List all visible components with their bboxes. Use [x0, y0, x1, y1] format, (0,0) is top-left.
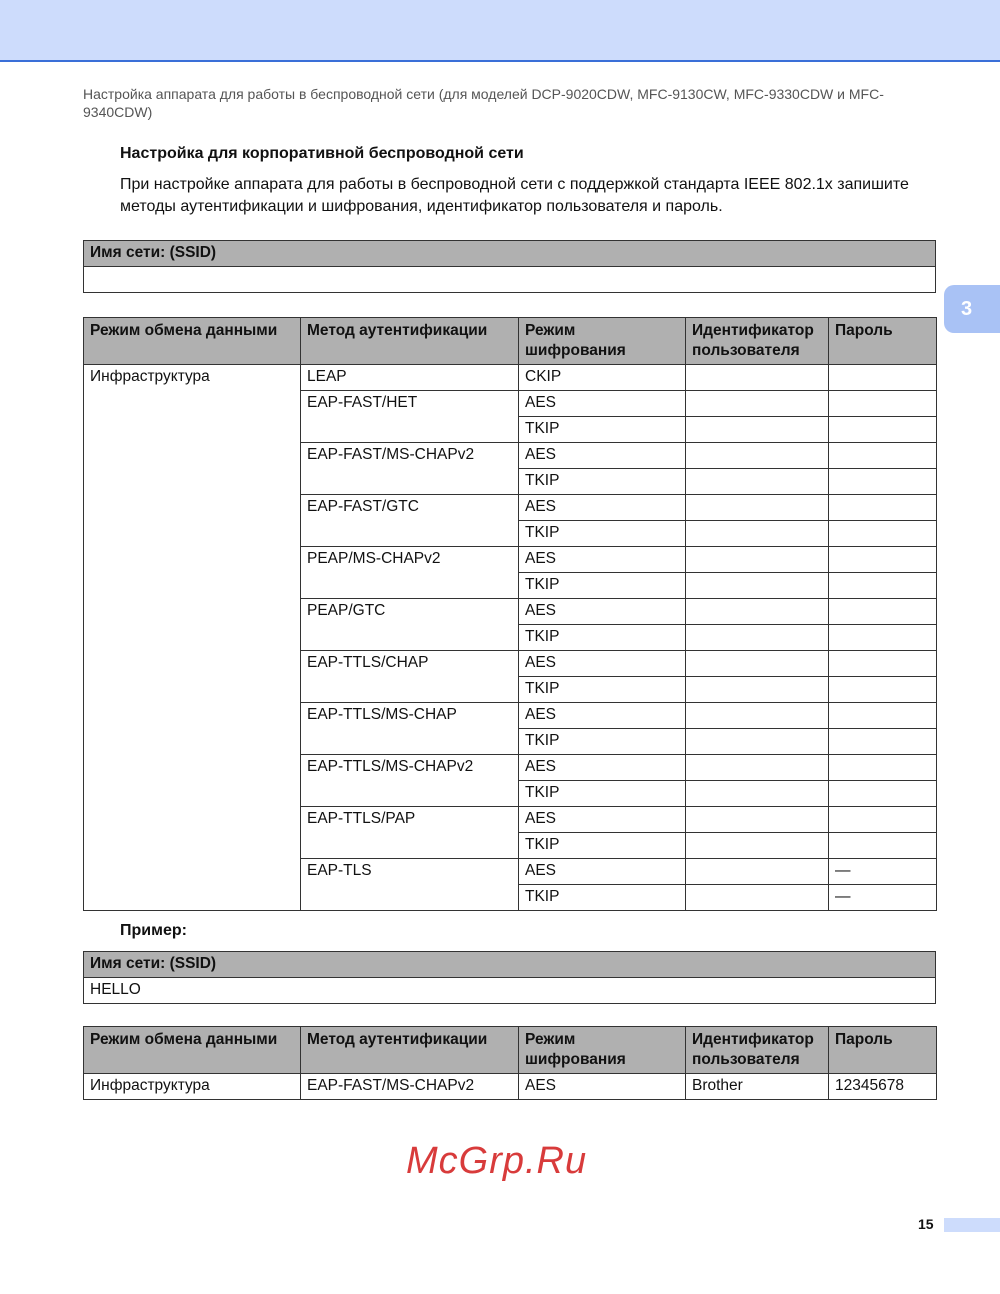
password-cell	[829, 677, 937, 703]
page-number: 15	[918, 1216, 934, 1232]
column-header: Идентификатор пользователя	[686, 1027, 829, 1074]
example-auth-table	[83, 1026, 937, 1100]
section-title: Настройка для корпоративной беспроводной сети	[120, 145, 524, 162]
encryption-cell: TKIP	[519, 573, 686, 599]
encryption-cell: AES	[519, 443, 686, 469]
auth-table	[83, 317, 937, 911]
password-cell	[829, 625, 937, 651]
user-id-cell	[686, 365, 829, 391]
example-label: Пример:	[120, 922, 187, 939]
ssid-value: HELLO	[84, 978, 936, 1004]
encryption-cell: AES	[519, 547, 686, 573]
encryption-cell: TKIP	[519, 625, 686, 651]
password-cell	[829, 521, 937, 547]
encryption-cell: TKIP	[519, 729, 686, 755]
user-id-cell	[686, 807, 829, 833]
user-id-cell	[686, 651, 829, 677]
user-id-cell	[686, 521, 829, 547]
mode-cell: Инфраструктура	[84, 365, 301, 911]
encryption-cell: AES	[519, 859, 686, 885]
column-header: Идентификатор пользователя	[686, 318, 829, 365]
encryption-cell: TKIP	[519, 677, 686, 703]
auth-method-cell: EAP-TTLS/MS-CHAP	[301, 703, 519, 755]
user-id-cell	[686, 417, 829, 443]
auth-method-cell: EAP-FAST/НЕТ	[301, 391, 519, 443]
encryption-cell: TKIP	[519, 833, 686, 859]
running-header: Настройка аппарата для работы в беспроводной сети (для моделей DCP-9020CDW, MFC-9130CW, MFC-9330CDW и MFC-9340CDW)	[83, 86, 884, 120]
password-cell	[829, 651, 937, 677]
password-cell	[829, 573, 937, 599]
auth-method-cell: EAP-FAST/GTC	[301, 495, 519, 547]
encryption-cell: TKIP	[519, 885, 686, 911]
password-cell	[829, 365, 937, 391]
user-id-cell	[686, 885, 829, 911]
user-id-cell	[686, 599, 829, 625]
user-id-cell	[686, 469, 829, 495]
auth-method-cell: EAP-TTLS/CHAP	[301, 651, 519, 703]
user-id-cell	[686, 495, 829, 521]
encryption-cell: TKIP	[519, 521, 686, 547]
column-header: Режим обмена данными	[84, 1027, 301, 1074]
ssid-label: Имя сети: (SSID)	[84, 952, 936, 978]
encryption-cell: CKIP	[519, 365, 686, 391]
user-id-cell	[686, 781, 829, 807]
column-header: Режим обмена данными	[84, 318, 301, 365]
example-ssid-table	[83, 951, 936, 1004]
example-method: EAP-FAST/MS-CHAPv2	[301, 1074, 519, 1100]
user-id-cell	[686, 547, 829, 573]
ssid-label: Имя сети: (SSID)	[84, 241, 936, 267]
password-cell	[829, 495, 937, 521]
password-cell	[829, 807, 937, 833]
encryption-cell: AES	[519, 495, 686, 521]
column-header: Пароль	[829, 1027, 937, 1074]
encryption-cell: AES	[519, 807, 686, 833]
example-mode: Инфраструктура	[84, 1074, 301, 1100]
auth-method-cell: LEAP	[301, 365, 519, 391]
chapter-tab[interactable]: 3	[944, 285, 1000, 333]
auth-method-cell: EAP-TLS	[301, 859, 519, 911]
encryption-cell: AES	[519, 703, 686, 729]
user-id-cell	[686, 859, 829, 885]
example-user: Brother	[686, 1074, 829, 1100]
column-header: Режим шифрования	[519, 1027, 686, 1074]
header-band	[0, 0, 1000, 62]
ssid-table	[83, 240, 936, 293]
auth-method-cell: EAP-TTLS/PAP	[301, 807, 519, 859]
ssid-value	[84, 267, 936, 293]
auth-method-cell: PEAP/MS-CHAPv2	[301, 547, 519, 599]
user-id-cell	[686, 677, 829, 703]
encryption-cell: TKIP	[519, 781, 686, 807]
column-header: Метод аутентификации	[301, 318, 519, 365]
user-id-cell	[686, 729, 829, 755]
encryption-cell: AES	[519, 391, 686, 417]
user-id-cell	[686, 703, 829, 729]
page-number-bar	[944, 1218, 1000, 1232]
password-cell: —	[829, 885, 937, 911]
password-cell	[829, 729, 937, 755]
encryption-cell: AES	[519, 755, 686, 781]
encryption-cell: TKIP	[519, 469, 686, 495]
user-id-cell	[686, 573, 829, 599]
password-cell	[829, 547, 937, 573]
column-header: Пароль	[829, 318, 937, 365]
password-cell	[829, 703, 937, 729]
table-row	[84, 365, 937, 391]
example-encryption: AES	[519, 1074, 686, 1100]
user-id-cell	[686, 443, 829, 469]
password-cell	[829, 443, 937, 469]
user-id-cell	[686, 755, 829, 781]
intro-text: При настройке аппарата для работы в беспроводной сети с поддержкой стандарта IEEE 802.1x запишите методы аутентификации и шифрования, идентификатор пользователя и пароль.	[120, 176, 909, 215]
password-cell	[829, 391, 937, 417]
auth-method-cell: PEAP/GTC	[301, 599, 519, 651]
password-cell	[829, 469, 937, 495]
user-id-cell	[686, 391, 829, 417]
password-cell	[829, 599, 937, 625]
encryption-cell: AES	[519, 599, 686, 625]
column-header: Метод аутентификации	[301, 1027, 519, 1074]
auth-method-cell: EAP-FAST/MS-CHAPv2	[301, 443, 519, 495]
password-cell: —	[829, 859, 937, 885]
user-id-cell	[686, 833, 829, 859]
password-cell	[829, 755, 937, 781]
password-cell	[829, 781, 937, 807]
encryption-cell: TKIP	[519, 417, 686, 443]
encryption-cell: AES	[519, 651, 686, 677]
password-cell	[829, 833, 937, 859]
example-password: 12345678	[829, 1074, 937, 1100]
user-id-cell	[686, 625, 829, 651]
column-header: Режим шифрования	[519, 318, 686, 365]
auth-method-cell: EAP-TTLS/MS-CHAPv2	[301, 755, 519, 807]
watermark: McGrp.Ru	[406, 1140, 588, 1182]
password-cell	[829, 417, 937, 443]
